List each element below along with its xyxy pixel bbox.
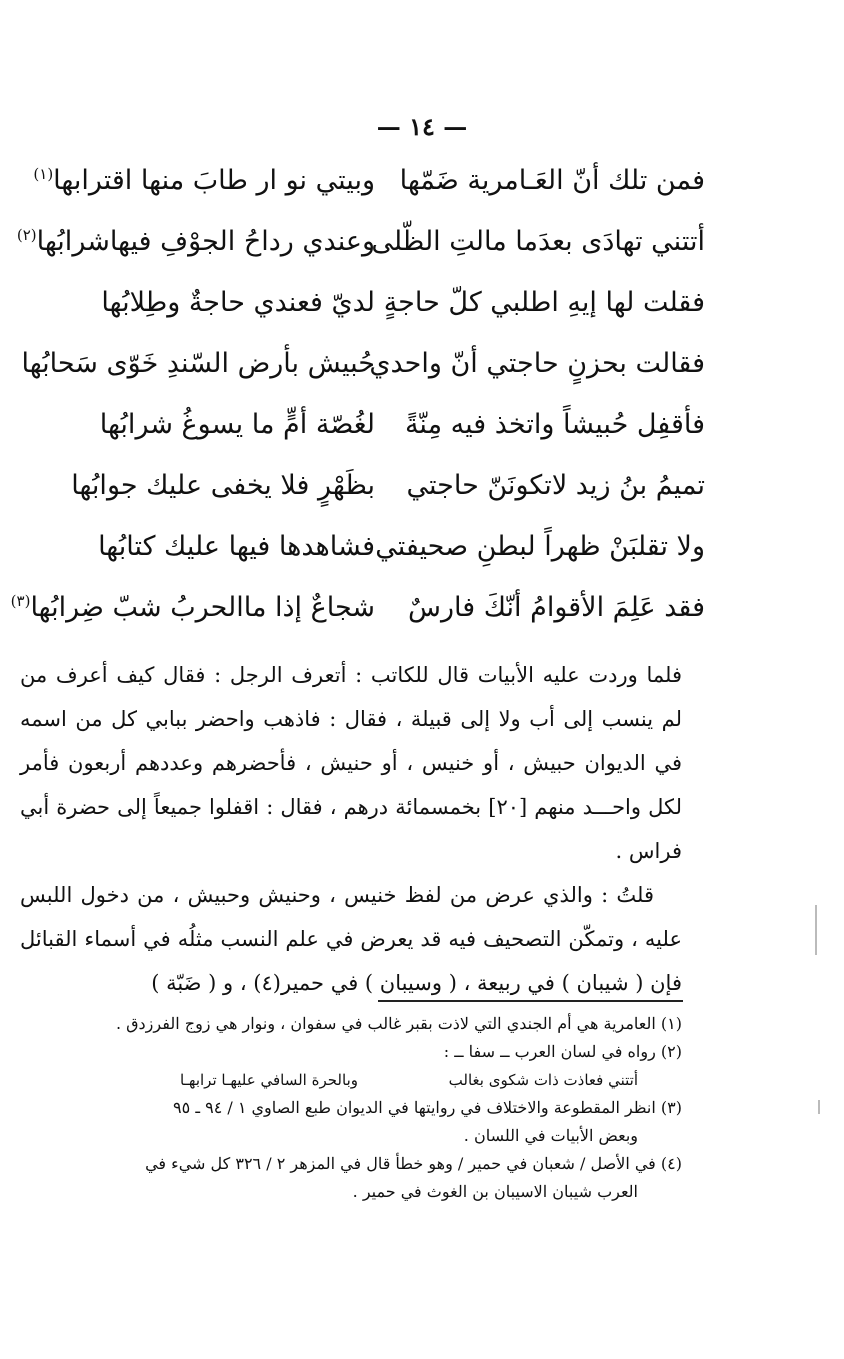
verse-second-hemistich: لديّ فعندي حاجةٌ وطِلابُها — [101, 287, 375, 318]
page-number: — ١٤ — — [376, 112, 468, 141]
verse-line — [16, 211, 705, 272]
footnote-verse-first: أتتني فعاذت ذات شكوى بغالب — [448, 1071, 638, 1089]
footnote: (٣) انظر المقطوعة والاختلاف في روايتها في الديوان طبع الصاوي ١ / ٩٤ ـ ٩٥ — [173, 1098, 682, 1117]
verse-first-hemistich: فقالت بحزنٍ حاجتي أنّ واحدي — [369, 348, 705, 379]
scan-margin-mark — [815, 905, 817, 955]
verse-first-hemistich: فقد عَلِمَ الأقوامُ أنّكَ فارسٌ — [408, 592, 705, 623]
footnote: (٢) رواه في لسان العرب ــ سفا ــ : — [443, 1042, 682, 1061]
verse-second-hemistich: لغُصّة أمٍّ ما يسوغُ شرابُها — [99, 409, 375, 440]
verse-line — [20, 150, 705, 211]
verse-line — [20, 333, 705, 394]
verse-second-hemistich: حُبيش بأرض السّندِ خَوّى سَحابُها — [21, 348, 375, 379]
scan-margin-mark — [818, 1100, 820, 1114]
verse-line — [20, 455, 705, 516]
footnote-marker: (٢) — [16, 226, 37, 244]
footnote: (٤) في الأصل / شعبان في حمير / وهو خطأ قال في المزهر ٢ / ٣٢٦ كل شيء في — [145, 1154, 682, 1173]
verse-line — [10, 577, 705, 638]
paragraph: قلتُ : والذي عرض من لفظ خنيس ، وحنيش وحبيش ، من دخول اللبس عليه ، وتمكّن التصحيف فيه قد يعرض في علم النسب مثلُه في أسماء القبائل فإن ( شيبان ) في ربيعة ، ( وسيبان ) في حمير(٤) ، و ( ضَبّة ) — [20, 883, 682, 995]
footnote-continuation: وبعض الأبيات في اللسان . — [463, 1126, 638, 1145]
verse-second-hemistich: وبيتي نو ار طابَ منها اقترابها$^{(١)}$ — [33, 165, 375, 196]
footnote: (١) العامرية هي أم الجندي التي لاذت بقبر غالب في سفوان ، ونوار هي زوج الفرزدق . — [115, 1014, 682, 1033]
footnote-marker: (٣) — [10, 592, 31, 610]
poem-verses — [10, 150, 705, 638]
verse-first-hemistich: أتتني تهادَى بعدَما مالتِ الظّلى — [371, 226, 705, 257]
verse-line — [20, 272, 705, 333]
footnote-verse-second: وبالحرة السافي عليهـا ترابهـا — [179, 1071, 358, 1089]
verse-line — [20, 394, 705, 455]
prose-text — [20, 653, 682, 1005]
verse-first-hemistich: تميمُ بنُ زيد لاتكونَنّ حاجتي — [406, 470, 705, 501]
footnotes — [20, 1010, 682, 1206]
paragraph: فلما وردت عليه الأبيات قال للكاتب : أتعرف الرجل : فقال كيف أعرف من لم ينسب إلى أب ولا إلى قبيلة ، فقال : فاذهب واحضر ببابي كل من اسمه في الديوان حبيش ، أو خنيس ، أو حنيش ، فأحضرهم وعددهم أربعون فأمر لكل واحـــد منهم [٢٠] بخمسمائة درهم ، فقال : اقفلوا جميعاً إلى حضرة أبي فراس . — [20, 663, 683, 863]
verse-line — [20, 516, 705, 577]
verse-second-hemistich: وعندي رداحُ الجوْفِ فيهاشرابُها$^{(٢)}$ — [16, 226, 375, 257]
footnote-verse — [20, 1066, 682, 1094]
verse-first-hemistich: ولا تقلبَنْ ظهراً لبطنِ صحيفتي — [375, 531, 705, 562]
verse-first-hemistich: فأقفِل حُبيشاً واتخذ فيه مِنّةً — [404, 409, 705, 440]
verse-second-hemistich: فشاهدها فيها عليك كتابُها — [98, 531, 375, 562]
footnote-marker: (١) — [33, 165, 54, 183]
verse-second-hemistich: بظَهْرٍ فلا يخفى عليك جوابُها — [71, 470, 375, 501]
verse-second-hemistich: شجاعٌ إذا ماالحربُ شبّ ضِرابُها$^{(٣)}$ — [10, 592, 375, 623]
footnote-continuation: العرب شيبان الاسيبان بن الغوث في حمير . — [352, 1182, 638, 1201]
verse-first-hemistich: فمن تلك أنّ العَـامرية ضَمّها — [399, 165, 705, 196]
verse-first-hemistich: فقلت لها إيهِ اطلبي كلّ حاجةٍ — [383, 287, 705, 318]
footnote-divider — [378, 1000, 683, 1002]
